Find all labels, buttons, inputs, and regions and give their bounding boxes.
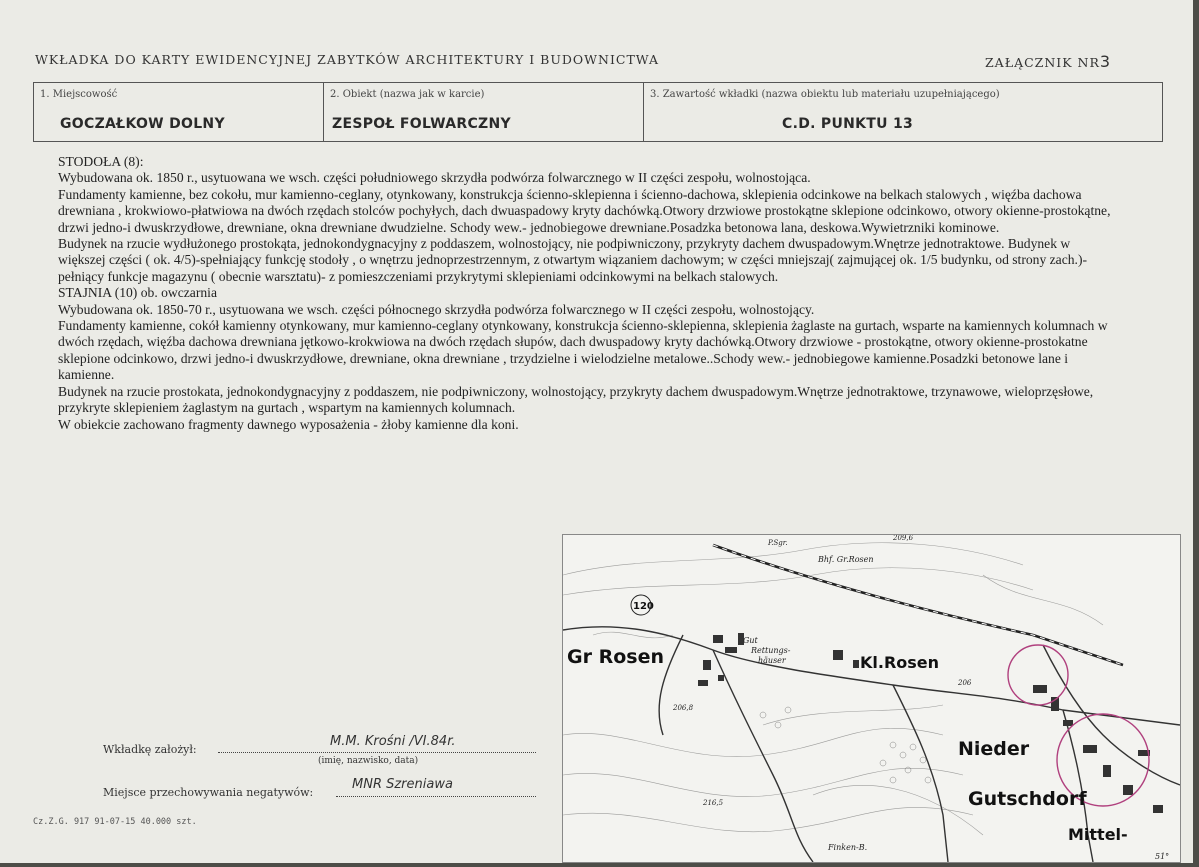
equipment-note: W obiekcie zachowano fragmenty dawnego wyposażenia - żłoby kamienne dla koni.	[58, 416, 519, 432]
stajnia-heading: STAJNIA (10) ob. owczarnia	[58, 285, 217, 301]
stodola-heading: STODOŁA (8):	[58, 154, 144, 169]
map-height-2: 216,5	[703, 799, 724, 807]
map-label-nieder: Nieder	[958, 738, 1030, 760]
map-label-mittel: Mittel-	[1068, 825, 1128, 844]
topographic-map	[562, 534, 1181, 863]
object-cell	[324, 83, 644, 141]
made-by-value: M.M. Krośni /VI.84r.	[330, 734, 456, 749]
negatives-value: MNR Szreniawa	[352, 777, 453, 792]
map-label-gut: Gut	[743, 636, 758, 645]
map-label-hauser: häuser	[758, 656, 786, 665]
contents-value: C.D. PUNKTU 13	[782, 116, 914, 132]
card-title: WKŁADKA DO KARTY EWIDENCYJNEJ ZABYTKÓW ARCHITEKTURY I BUDOWNICTWA	[35, 52, 660, 67]
map-highlight-circles	[1008, 645, 1149, 806]
contents-cell	[644, 83, 1162, 141]
map-height-4: 206	[958, 679, 972, 687]
locality-caption: 1. Miejscowość	[40, 89, 118, 100]
map-label-bhf: Bhf. Gr.Rosen	[818, 555, 874, 564]
stajnia-construction: Fundamenty kamienne, cokół kamienny otynkowany, mur kamienno-ceglany otynkowany, konstrukcja ścienno-sklepienna, sklepienia żaglaste na gurtach, wsparte na kamiennych kolumnach w dwóch rzędach, więźba dachowa drewniana jętkowo-krokwiowa na dwóch rzędach słupów, dach dwuspadowy kryty dachówką.Otwory drzwiowe - prostokątne, otwory okienne-prostokatne sklepione odcinkowo, drzwi jedno-i dwuskrzydłowe, drewniane, okna drewniane , trzydzielne i wielodzielne metalowe..Schody wew.- jednobiegowe kamienne.Posadzki betonowe lane i kamienne.	[58, 318, 1108, 383]
made-by-hint: (imię, nazwisko, data)	[318, 756, 419, 766]
attachment-number	[985, 52, 1111, 71]
map-forest	[760, 707, 931, 783]
map-label-gutschdorf: Gutschdorf	[968, 788, 1087, 810]
made-by-label: Wkładkę założył:	[103, 743, 197, 756]
map-drawing	[563, 535, 1180, 862]
header-fields-table	[33, 82, 1163, 142]
map-label-kl-rosen: Kl.Rosen	[860, 653, 940, 672]
description-text	[58, 154, 1118, 433]
map-label-psgr: P.Sgr.	[768, 539, 788, 547]
negatives-label: Miejsce przechowywania negatywów:	[103, 786, 314, 799]
negatives-line	[336, 796, 536, 797]
scan-edge-right	[1193, 0, 1199, 867]
stodola-construction: Fundamenty kamienne, bez cokołu, mur kamienno-ceglany, otynkowany, konstrukcja ścienno-sklepienna i ścienno-dachowa, sklepienia odcinkowe na belkach stalowych , więźba dachowa drewniana , krokwiowo-płatwiowa na dwóch rzędach stolców pochyłych, dach dwuaspadowy kryty dachówką.Otwory drzwiowe prostokątne sklepione odcinkowo, otwory okienne-prostokątne, drzwi jedno-i dwuskrzydłowe, drewniane, okna drewniane dwudzielne. Schody wew.- jednobiegowe drewniane.Posadzka betonowa lana, deskowa.Wywietrzniki kominowe.	[58, 186, 1111, 235]
made-by-line	[218, 752, 536, 753]
stodola-layout: Budynek na rzucie wydłużonego prostokąta, jednokondygnacyjny z poddaszem, wolnostojący, nie podpiwniczony, przykryty dachem dwuspadowym.Wnętrze jednotraktowe. Budynek w większej części ( ok. 4/5)-spełniający funkcję stodoły , o wnętrzu jednoprzestrzennym, z otwartym wiązaniem dachowym; w części mniejszaj( zajmującej ok. 1/5 budynku, od strony zach.)-pełniący funkcje magazynu ( obecnie warsztatu)- z pomieszczeniami przykrytymi sklepieniami odcinkowymi na belkach stalowych.	[58, 236, 1087, 284]
attachment-number-value: 3	[1099, 52, 1112, 71]
map-label-rettungs: Rettungs-	[751, 646, 791, 655]
map-height-3: 209,6	[893, 535, 914, 542]
map-height-1: 206,8	[673, 704, 694, 712]
attachment-label: ZAŁĄCZNIK NR	[985, 55, 1100, 70]
map-label-finken: Finken-B.	[828, 843, 868, 852]
scan-edge-bottom	[0, 863, 1199, 867]
map-degree: 51°	[1155, 852, 1170, 861]
stajnia-layout: Budynek na rzucie prostokata, jednokondygnacyjny z poddaszem, nie podpiwniczony, wolnostojący, przykryty dachem dwuspadowym.Wnętrze jednotraktowe, trzynawowe, wieloprzęsłowe, przykryte sklepieniem żaglastym na gurtach , wspartym na kamiennych kolumnach.	[58, 383, 1094, 416]
locality-value: GOCZAŁKOW DOLNY	[60, 116, 225, 132]
stajnia-dating: Wybudowana ok. 1850-70 r., usytuowana we wsch. części północnego skrzydła podwórza folwarcznego w II części zespołu, wolnostojący.	[58, 301, 815, 317]
object-caption: 2. Obiekt (nazwa jak w karcie)	[330, 89, 485, 100]
print-info: Cz.Z.G. 917 91-07-15 40.000 szt.	[33, 817, 197, 827]
map-road-number: 120	[633, 601, 654, 612]
locality-cell	[34, 83, 324, 141]
object-value: ZESPOŁ FOLWARCZNY	[332, 116, 511, 132]
contents-caption: 3. Zawartość wkładki (nazwa obiektu lub materiału uzupełniającego)	[650, 89, 1000, 100]
map-label-gr-rosen: Gr Rosen	[567, 646, 664, 668]
stodola-dating: Wybudowana ok. 1850 r., usytuowana we wsch. części południowego skrzydła podwórza folwarcznego w II części zespołu, wolnostojąca.	[58, 170, 811, 186]
